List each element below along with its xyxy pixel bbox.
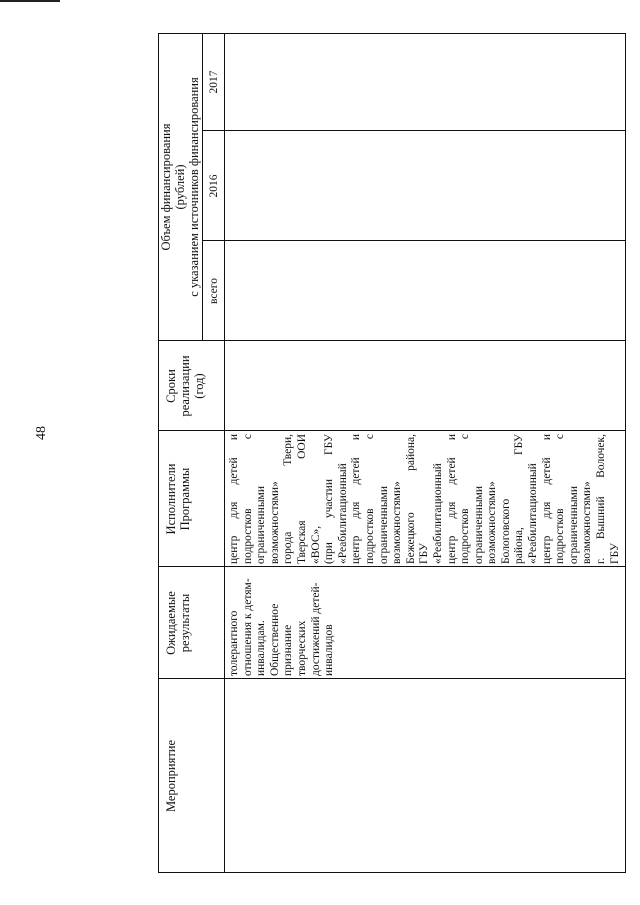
cell-line: центр для детей и [228, 434, 240, 564]
header-year-2017: 2017 [208, 70, 220, 94]
cell-line: ограниченными [255, 486, 268, 564]
cell-line: (при участии ГБУ [323, 434, 336, 564]
table-border-right [158, 33, 626, 34]
header-financing [159, 33, 201, 341]
cell-line: возможностями» [391, 481, 404, 564]
table-border-left [158, 872, 626, 873]
cell-line: возможностями» [486, 481, 499, 564]
header-results [164, 567, 192, 679]
header-executors-line: Исполнители [164, 463, 178, 535]
header-year-2016: 2016 [208, 174, 220, 198]
financing-year-separator [202, 130, 626, 131]
cell-line: творческих [295, 620, 308, 676]
column-separator [158, 340, 626, 341]
cell-line: толерантного [228, 610, 240, 676]
cell-line: подростков с [241, 434, 254, 564]
header-total: всего [208, 278, 220, 304]
cell-line: достижений детей- [309, 582, 322, 676]
financing-table [158, 33, 626, 873]
cell-line: Бологовского [499, 498, 512, 564]
header-terms-line: (год) [192, 373, 206, 399]
cell-line: подростков с [554, 434, 567, 564]
header-results-line: результаты [178, 593, 192, 653]
cell-line: центр для детей и [445, 434, 458, 564]
column-separator [158, 566, 626, 567]
cell-line: отношения к детям- [241, 578, 254, 676]
cell-line: «Реабилитационный [336, 463, 349, 564]
cell-line: подростков с [459, 434, 472, 564]
cell-line: центр для детей и [540, 434, 553, 564]
cell-line: инвалидов [323, 624, 336, 676]
financing-subheader-line [202, 33, 203, 341]
cell-line: Общественное [268, 603, 281, 676]
cell-line: признание [282, 624, 295, 676]
cell-line: района, ГБУ [513, 434, 526, 564]
header-terms-line: реализации [178, 355, 192, 417]
executors-cell [228, 434, 622, 564]
cell-line: г. Вышний Волочек, [595, 434, 608, 564]
cell-line: «Реабилитационный [527, 463, 540, 564]
column-separator [158, 678, 626, 679]
header-results-line: Ожидаемые [164, 591, 178, 655]
header-financing-line: Объем финансирования [159, 123, 173, 251]
header-terms-line: Сроки [164, 369, 178, 403]
cell-line: города Твери, [282, 434, 295, 564]
header-separator [224, 33, 225, 873]
cell-line: ГБУ [608, 543, 621, 564]
cell-line: ограниченными [567, 486, 580, 564]
cell-line: «Реабилитационный [431, 463, 444, 564]
header-executors [164, 431, 192, 567]
header-financing-line: с указанием источников финансирования [187, 77, 201, 297]
page-number: 48 [34, 426, 49, 440]
cell-line: подростков с [363, 434, 376, 564]
cell-line: ограниченными [377, 486, 390, 564]
header-event: Мероприятие [164, 739, 178, 813]
cell-line: инвалидам. [255, 620, 268, 676]
cell-line: возможностями» [268, 481, 281, 564]
cell-line: Тверская ООИ [295, 434, 308, 564]
header-executors-line: Программы [178, 467, 192, 531]
scan-corner-mark [0, 0, 60, 8]
cell-line: возможностями» [581, 481, 594, 564]
cell-line: «ВОС», [309, 525, 322, 564]
table-border-bottom [625, 33, 626, 873]
cell-line: центр для детей и [350, 434, 363, 564]
cell-line: Бежецкого района, [404, 434, 417, 564]
header-terms [164, 341, 206, 431]
cell-line: ГБУ [418, 543, 431, 564]
financing-year-separator [202, 240, 626, 241]
header-financing-line: (рублей) [173, 164, 187, 210]
cell-line: ограниченными [472, 486, 485, 564]
column-separator [158, 430, 626, 431]
results-cell [228, 570, 337, 676]
